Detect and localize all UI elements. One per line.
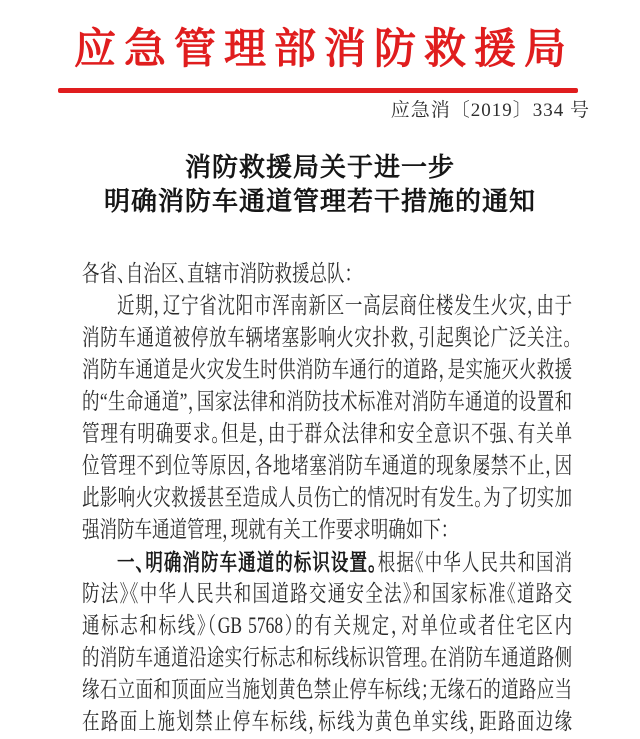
body-line xyxy=(82,290,572,322)
body-text: 通标志和标线》（GB 5768）的有关规定，对单位或者住宅区内 xyxy=(82,613,573,638)
body-text: 强消防车通道管理，现就有关工作要求明确如下： xyxy=(82,517,450,542)
document-title xyxy=(0,151,640,219)
body-line xyxy=(82,418,572,450)
letterhead-org-name: 应急管理部消防救援局 xyxy=(73,27,574,73)
body-line xyxy=(82,514,572,546)
body-text: 位管理不到位等原因，各地堵塞消防车通道的现象屡禁不止，因 xyxy=(82,453,573,478)
body-line xyxy=(82,610,572,642)
body-line xyxy=(82,482,572,514)
body-text: 各省、自治区、直辖市消防救援总队： xyxy=(82,261,354,286)
body-line xyxy=(82,258,572,290)
body-line xyxy=(82,322,572,354)
body-text: 的消防车通道沿途实行标志和标线标识管理。在消防车通道路侧 xyxy=(82,645,573,670)
document-title-line1: 消防救援局关于进一步 xyxy=(184,153,455,182)
body-line xyxy=(82,674,572,706)
body-text: 根据《中华人民共和国消 xyxy=(377,550,573,575)
body-text: 管理有明确要求。但是，由于群众法律和安全意识不强、有关单 xyxy=(82,421,573,446)
body-line xyxy=(82,578,572,610)
body-line xyxy=(82,546,572,578)
body-text: 消防车通道是火灾发生时供消防车通行的道路，是实施灭火救援 xyxy=(82,357,573,382)
body-line xyxy=(82,642,572,674)
body-text: 此影响火灾救援甚至造成人员伤亡的情况时有发生。为了切实加 xyxy=(82,485,573,510)
body-emphasis-text: 一、明确消防车通道的标识设置。 xyxy=(117,549,378,575)
letterhead-red-rule xyxy=(58,88,578,93)
body-line xyxy=(82,386,572,418)
body-line xyxy=(82,706,572,738)
body-lines xyxy=(82,258,572,738)
body-line xyxy=(82,354,572,386)
body-text: 在路面上施划禁止停车标线，标线为黄色单实线，距路面边缘 xyxy=(82,709,573,734)
document-title-line2: 明确消防车通道管理若干措施的通知 xyxy=(103,187,536,216)
body-line xyxy=(82,450,572,482)
document-number: 应急消〔2019〕334 号 xyxy=(390,100,590,121)
body-text: 近期，辽宁省沈阳市浑南新区一高层商住楼发生火灾，由于 xyxy=(117,293,573,318)
body-text: 的“生命通道”，国家法律和消防技术标准对消防车通道的设置和 xyxy=(82,389,573,414)
body-text: 防法》《中华人民共和国道路交通安全法》和国家标准《道路交 xyxy=(82,581,573,606)
body-text: 消防车通道被停放车辆堵塞影响火灾扑救，引起舆论广泛关注。 xyxy=(82,325,573,350)
body-text: 缘石立面和顶面应当施划黄色禁止停车标线；无缘石的道路应当 xyxy=(82,677,573,702)
